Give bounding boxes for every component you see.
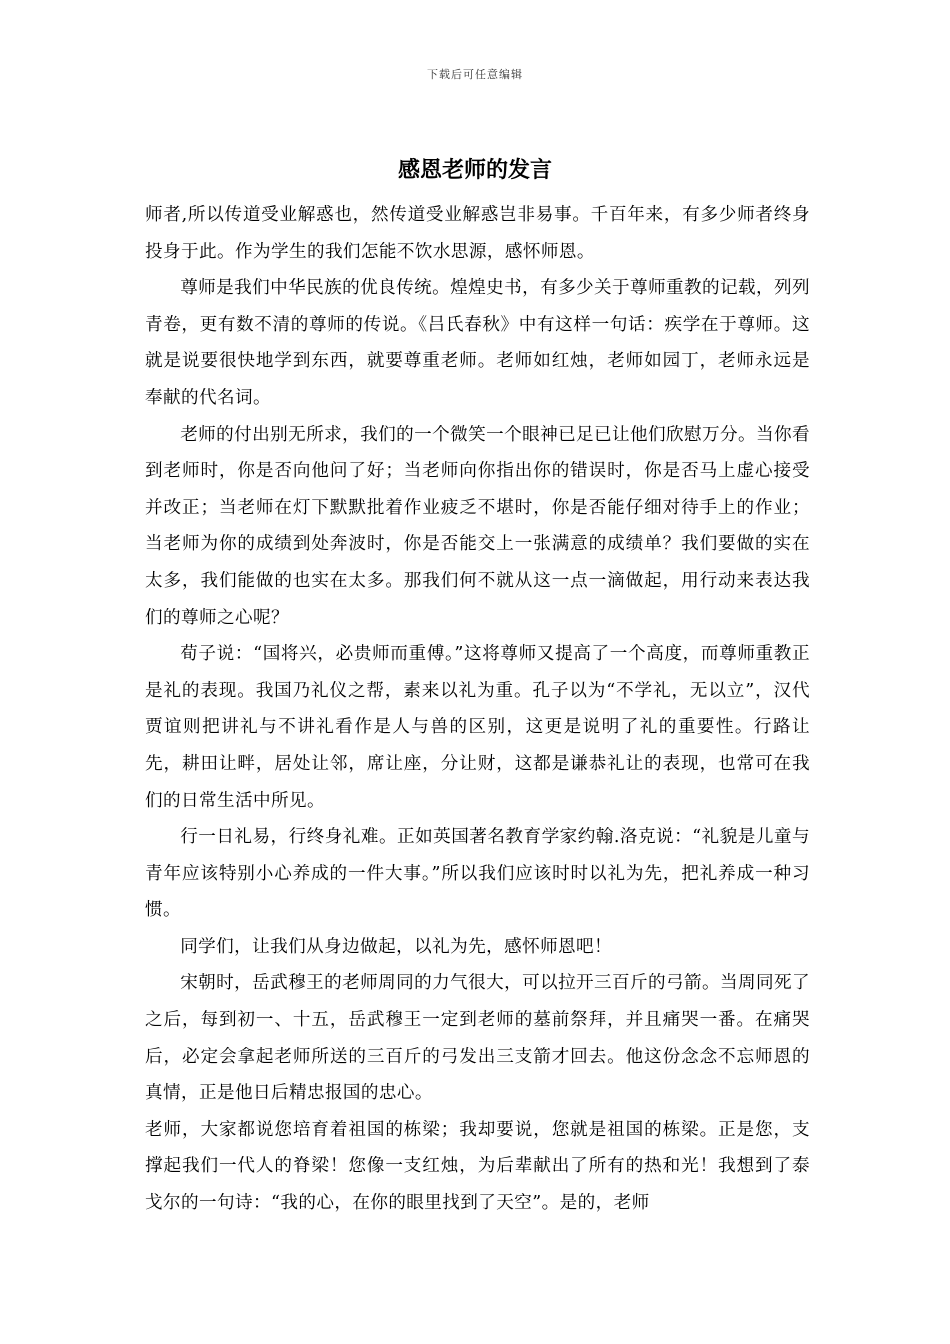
paragraph-8: 老师，大家都说您培育着祖国的栋梁；我却要说，您就是祖国的栋梁。正是您，支撑起我们一代人的脊梁！您像一支红烛，为后辈献出了所有的热和光！我想到了泰戈尔的一句诗：“我的心，在你的眼里找到了天空”。是的，老师	[145, 1119, 810, 1214]
header-note: 下载后可任意编辑	[427, 68, 523, 81]
paragraph-3: 老师的付出别无所求，我们的一个微笑一个眼神已足已让他们欣慰万分。当你看到老师时，你是否向他问了好；当老师向你指出你的错误时，你是否马上虚心接受并改正；当老师在灯下默默批着作业疲乏不堪时，你是否能仔细对待手上的作业；当老师为你的成绩到处奔波时，你是否能交上一张满意的成绩单？我们要做的实在太多，我们能做的也实在太多。那我们何不就从这一点一滴做起，用行动来表达我们的尊师之心呢？	[145, 424, 810, 628]
paragraph-2: 尊师是我们中华民族的优良传统。煌煌史书，有多少关于尊师重教的记载，列列青卷，更有数不清的尊师的传说。《吕氏春秋》中有这样一句话：疾学在于尊师。这就是说要很快地学到东西，就要尊重老师。老师如红烛，老师如园丁，老师永远是奉献的代名词。	[145, 278, 810, 408]
document-body	[145, 197, 810, 1222]
paragraph-6: 同学们，让我们从身边做起，以礼为先，感怀师恩吧！	[180, 936, 613, 957]
paragraph-7: 宋朝时，岳武穆王的老师周同的力气很大，可以拉开三百斤的弓箭。当周同死了之后，每到初一、十五，岳武穆王一定到老师的墓前祭拜，并且痛哭一番。在痛哭后，必定会拿起老师所送的三百斤的弓发出三支箭才回去。他这份念念不忘师恩的真情，正是他日后精忠报国的忠心。	[145, 973, 810, 1104]
paragraph-1: 师者,所以传道受业解惑也，然传道受业解惑岂非易事。千百年来，有多少师者终身投身于此。作为学生的我们怎能不饮水思源，感怀师恩。	[145, 205, 810, 262]
paragraph-5: 行一日礼易，行终身礼难。正如英国著名教育学家约翰.洛克说：“礼貌是儿童与青年应该特别小心养成的一件大事。”所以我们应该时时以礼为先，把礼养成一种习惯。	[145, 827, 810, 921]
paragraph-4: 荀子说：“国将兴，必贵师而重傅。”这将尊师又提高了一个高度，而尊师重教正是礼的表现。我国乃礼仪之帮，素来以礼为重。孔子以为“不学礼，无以立”，汉代贾谊则把讲礼与不讲礼看作是人与兽的区别，这更是说明了礼的重要性。行路让先，耕田让畔，居处让邻，席让座，分让财，这都是谦恭礼让的表现，也常可在我们的日常生活中所见。	[145, 644, 810, 811]
document-title: 感恩老师的发言	[397, 157, 552, 183]
